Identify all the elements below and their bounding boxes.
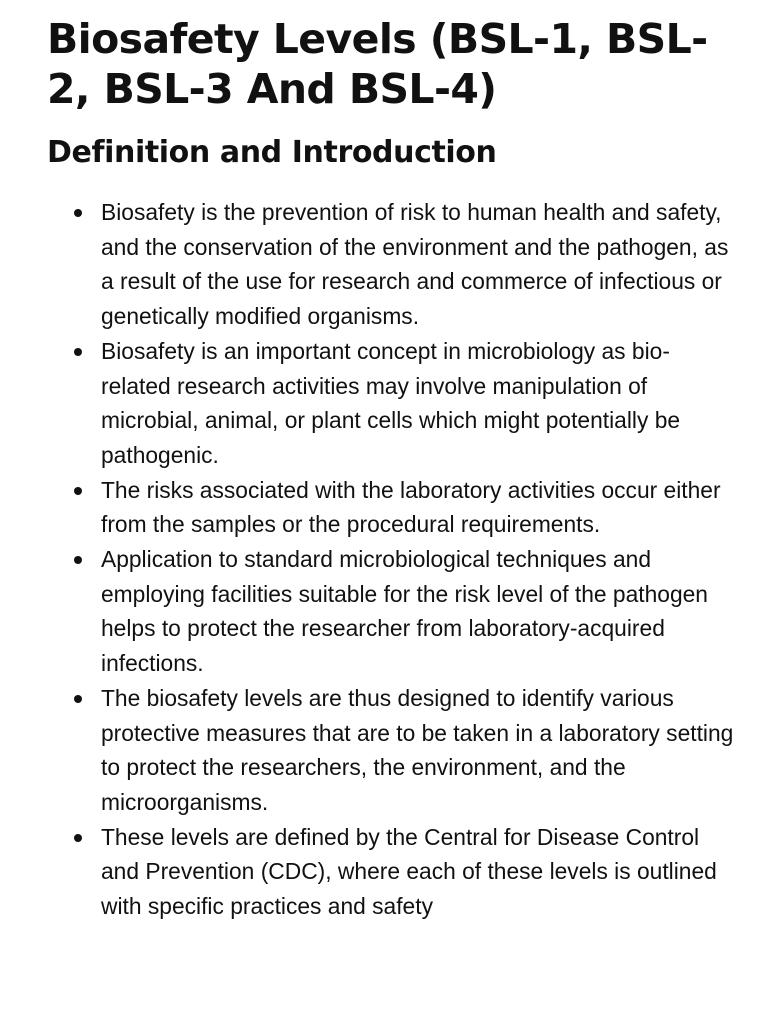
- bullet-point-icon: [74, 487, 82, 495]
- section-heading: Definition and Introduction: [47, 135, 497, 170]
- list-item-text: Biosafety is an important concept in microbiology as bio-related research activities may involve manipulation of microbial, animal, or plant cells which might potentially be pathogenic.: [101, 337, 681, 468]
- bullet-point-icon: [74, 834, 82, 842]
- list-item-text: Biosafety is the prevention of risk to human health and safety, and the conservation of the environment and the pathogen, as a result of the use for research and commerce of infectious or genetically modified organisms.: [101, 199, 729, 330]
- list-item: [47, 542, 737, 681]
- bullet-point-icon: [74, 695, 82, 703]
- bullet-point-icon: [74, 556, 82, 564]
- list-item: [47, 195, 737, 334]
- list-item-text: Application to standard microbiological techniques and employing facilities suitable for the risk level of the pathogen helps to protect the researcher from laboratory-acquired infections.: [101, 546, 708, 677]
- list-item-text: These levels are defined by the Central for Disease Control and Prevention (CDC), where each of these levels is outlined with specific practices and safety: [101, 823, 717, 920]
- bullet-list: [47, 195, 737, 924]
- list-item: [47, 820, 737, 924]
- list-item-text: The biosafety levels are thus designed to identify various protective measures that are to be taken in a laboratory setting to protect the researchers, the environment, and the microorganisms.: [101, 684, 734, 815]
- bullet-point-icon: [74, 348, 82, 356]
- list-item: [47, 473, 737, 542]
- list-item-text: The risks associated with the laboratory activities occur either from the samples or the procedural requirements.: [101, 476, 721, 538]
- bullet-point-icon: [74, 209, 82, 217]
- article: [47, 14, 737, 924]
- page-title: Biosafety Levels (BSL-1, BSL-2, BSL-3 And BSL-4): [47, 15, 708, 113]
- list-item: [47, 681, 737, 820]
- list-item: [47, 334, 737, 473]
